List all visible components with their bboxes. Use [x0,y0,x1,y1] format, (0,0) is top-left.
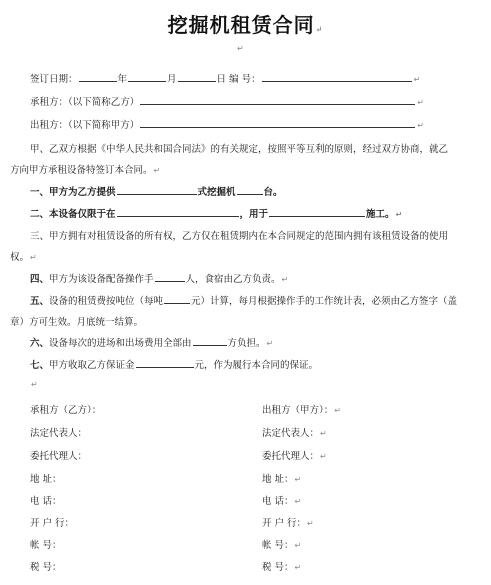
sign-date-label: 签订日期： [30,74,78,85]
lessor-legal-rep [262,425,327,439]
paragraph-mark-icon: ↵ [281,275,289,284]
paragraph-mark-icon: ↵ [334,406,341,415]
lessor-row [30,117,424,131]
lessor-phone [262,493,301,507]
lessee-account: 帐 号： [30,540,62,551]
lessor-address [262,471,301,485]
clause-4-text-a: 甲方为该设备配备操作手 [49,274,154,285]
clause-2-text-c: 施工。 [366,209,395,220]
lessor-agent [262,448,327,462]
preamble-line-1: 甲、乙双方根据《中华人民共和国合同法》的有关规定，按照平等互利的原则，经过双方协商，就乙 [30,144,449,155]
paragraph-mark-icon: ↵ [237,44,244,53]
document-title [0,9,491,38]
clause-6-text-a: 设备每次的进场和出场费用全部由 [49,338,192,349]
deposit-amount-field[interactable] [136,357,194,368]
paragraph-mark-icon: ↵ [320,452,327,461]
preamble-line-2 [10,162,160,176]
lessee-legal-rep: 法定代表人： [30,428,88,439]
paragraph-mark-icon: ↵ [294,563,302,572]
clause-2-text-a: 二、本设备仅限于在 [30,209,116,220]
title-text: 挖掘机租赁合同 [167,13,315,37]
operator-count-field[interactable] [155,271,185,282]
clause-1-text-b: 式挖掘机 [197,187,236,198]
paragraph-mark-icon: ↵ [417,121,424,130]
lessor-party-text: 出租方（甲方）： [262,405,334,416]
site-location-field[interactable] [117,206,239,217]
lessee-note: （以下简称乙方） [68,97,140,108]
year-label: 年 [117,74,128,85]
paragraph-mark-icon: ↵ [30,253,37,262]
clause-7-number: 七、 [30,360,50,371]
year-field[interactable] [79,71,117,82]
contract-no-label: 编 号： [229,74,261,85]
clause-5-number: 五、 [30,296,50,307]
lessor-tax-no-text: 税 号： [262,562,294,573]
paragraph-mark-icon: ↵ [266,339,274,348]
clause-3-line-1: 三、甲方拥有对租赁设备的所有权，乙方仅在租赁期内在本合同规定的范围内拥有该租赁设备的使用 [30,231,449,242]
lessor-phone-text: 电 话： [262,496,294,507]
sign-date-row [30,71,420,85]
paragraph-mark-icon: ↵ [395,210,403,219]
clause-6 [30,335,273,349]
paragraph-mark-icon: ↵ [153,166,161,175]
clause-6-number: 六、 [30,338,50,349]
lessee-label: 承租方： [30,97,69,108]
paragraph-mark-icon: ↵ [413,75,421,84]
lessor-legal-rep-text: 法定代表人： [262,428,320,439]
day-label: 日 [216,74,227,85]
paragraph-mark-icon: ↵ [417,98,424,107]
lessor-bank [262,515,314,529]
clause-2 [30,206,402,220]
lessee-address: 地 址： [30,474,62,485]
paragraph-mark-icon: ↵ [307,519,314,528]
paragraph-mark-icon: ↵ [320,429,327,438]
month-field[interactable] [128,71,166,82]
preamble-text: 方向甲方承租设备特签订本合同。 [10,165,153,176]
clause-5-text-a: 设备的租赁费按吨位（每吨 [49,296,164,307]
clause-7-text-b: 元，作为履行本合同的保证。 [194,360,319,371]
clause-3-line-2 [10,249,37,263]
clause-4 [30,271,288,285]
day-field[interactable] [178,71,216,82]
clause-4-text-b: 人，食宿由乙方负责。 [185,274,281,285]
lessee-tax-no: 税 号： [30,562,62,573]
lessor-field[interactable] [140,117,415,128]
lessor-signature-party [262,402,341,416]
paragraph-mark-icon: ↵ [31,380,38,389]
lessee-agent: 委托代理人： [30,451,88,462]
lessee-phone: 电 话： [30,496,62,507]
lessor-account-text: 帐 号： [262,540,294,551]
lessor-agent-text: 委托代理人： [262,451,320,462]
lessor-label: 出租方： [30,120,69,131]
paragraph-mark-icon: ↵ [315,24,324,34]
clause-1 [30,184,283,198]
clause-4-number: 四、 [30,274,50,285]
clause-2-text-b: ，用于 [239,209,269,220]
lessor-address-text: 地 址： [262,474,294,485]
clause-5-line-1 [30,293,457,307]
clause-7 [30,357,318,371]
clause-5-line-2: 章）方可生效。月底统一结算。 [10,317,144,328]
clause-1-text-a: 一、甲方为乙方提供 [30,187,116,198]
transport-party-field[interactable] [193,335,227,346]
lessee-field[interactable] [140,94,415,105]
contract-no-field[interactable] [262,71,412,82]
paragraph-mark-icon: ↵ [294,475,302,484]
lessor-bank-text: 开 户 行： [262,518,307,529]
month-label: 月 [167,74,177,85]
lessee-bank: 开 户 行： [30,518,75,529]
clause-1-text-c: 台。 [263,187,283,198]
project-name-field[interactable] [269,206,365,217]
lessee-signature-party: 承租方（乙方）： [30,405,102,416]
clause-6-text-b: 方负担。 [227,338,266,349]
price-per-ton-field[interactable] [164,293,190,304]
clause-5-text-b: 元）计算，每月根据操作手的工作统计表，必须由乙方签字（盖 [191,296,458,307]
clause-3-text-end: 权。 [10,252,30,263]
lessor-tax-no [262,559,301,573]
machine-count-field[interactable] [237,184,263,195]
lessee-row [30,94,424,108]
lessor-note: （以下简称甲方） [68,120,140,131]
lessor-account [262,537,301,551]
paragraph-mark-icon: ↵ [294,541,302,550]
clause-7-text-a: 甲方收取乙方保证金 [49,360,135,371]
machine-model-field[interactable] [117,184,197,195]
paragraph-mark-icon: ↵ [294,497,302,506]
